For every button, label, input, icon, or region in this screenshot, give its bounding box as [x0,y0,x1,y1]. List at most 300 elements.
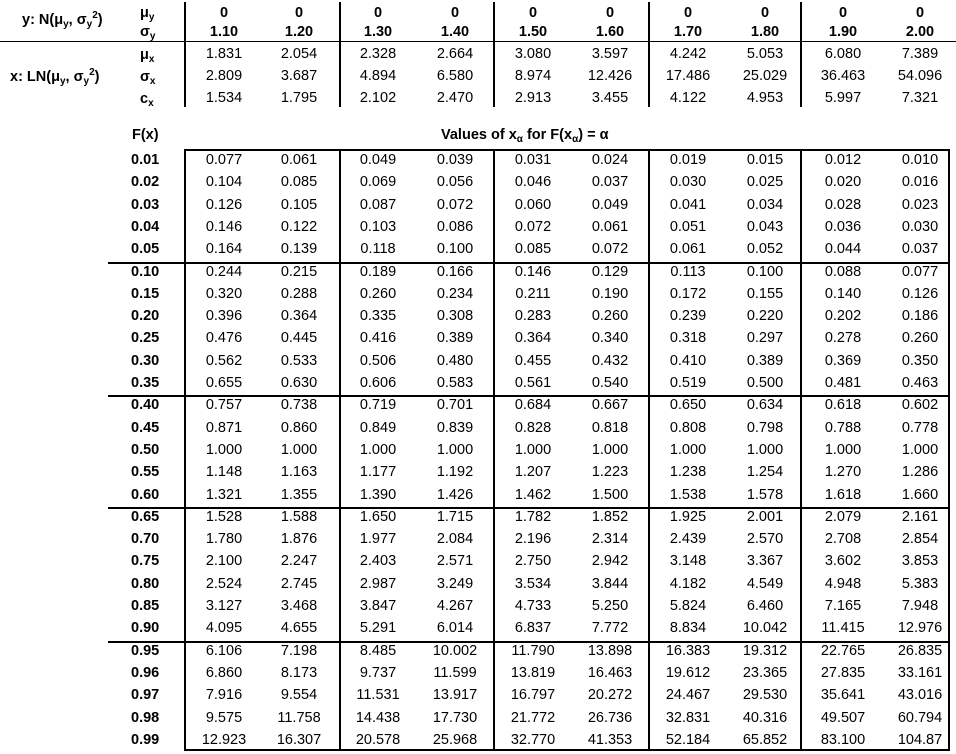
table-cell: 0.172 [669,285,707,302]
table-column-divider [493,149,495,749]
table-cell: 8.834 [669,620,707,637]
c-x-value: 2.913 [514,90,552,106]
table-cell: 13.898 [587,642,633,659]
table-cell: 0.220 [746,308,784,325]
table-cell: 1.238 [669,464,707,481]
table-cell: 0.602 [901,397,939,414]
table-cell: 2.942 [591,553,629,570]
y-distribution-label: y: $N(\mu_y$, $\sigma_y^2$) [22,10,103,30]
table-cell: 0.100 [746,263,784,280]
table-cell: 9.737 [359,664,397,681]
table-cell: 1.500 [591,486,629,503]
table-cell: 0.396 [205,308,243,325]
table-cell: 1.390 [359,486,397,503]
mu-y-value: 0 [838,5,848,21]
table-cell: 0.146 [514,263,552,280]
table-cell: 0.037 [901,241,939,258]
table-cell: 1.528 [205,508,243,525]
table-cell: 0.308 [436,308,474,325]
table-cell: 4.655 [280,620,318,637]
fx-value: 0.03 [131,196,160,213]
table-cell: 0.041 [669,196,707,213]
table-cell: 52.184 [665,731,711,748]
table-cell: 29.530 [742,687,788,704]
table-cell: 2.100 [205,553,243,570]
table-cell: 0.046 [514,174,552,191]
c-x-value: 1.795 [280,90,318,106]
table-cell: 10.002 [432,642,478,659]
table-cell: 0.618 [824,397,862,414]
table-cell: 0.052 [746,241,784,258]
fx-value: 0.50 [131,441,160,458]
table-cell: 1.177 [359,464,397,481]
table-cell: 1.000 [824,441,862,458]
table-cell: 0.719 [359,397,397,414]
table-cell: 11.531 [356,687,400,704]
table-cell: 7.165 [824,598,862,614]
table-cell: 8.173 [280,664,318,681]
table-cell: 0.283 [514,308,552,325]
table-column-divider [648,149,650,749]
table-cell: 5.250 [591,598,629,614]
table-cell: 0.085 [514,241,552,258]
sigma-x-value: 8.974 [514,68,552,84]
table-cell: 0.701 [436,397,474,414]
table-cell: 0.139 [280,241,318,258]
mu-y-label: $\mu_y$ [140,5,155,23]
table-cell: 0.828 [514,419,552,436]
table-cell: 0.077 [901,263,939,280]
table-cell: 3.844 [591,575,629,592]
table-cell: 0.061 [280,152,318,168]
table-cell: 49.507 [820,709,866,726]
header-column-divider [184,2,186,107]
table-cell: 7.772 [591,620,629,637]
table-cell: 1.286 [901,464,939,481]
table-cell: 1.223 [591,464,629,481]
table-cell: 3.468 [280,598,318,614]
fx-value: 0.55 [131,464,160,481]
table-cell: 3.249 [436,575,474,592]
table-cell: 0.043 [746,218,784,235]
table-cell: 60.794 [897,709,943,726]
table-cell: 0.118 [360,241,396,258]
table-cell: 16.797 [510,687,556,704]
table-cell: 0.667 [591,397,629,414]
table-cell: 0.476 [205,330,243,347]
sigma-y-value: 1.50 [518,24,548,40]
table-cell: 25.968 [432,731,478,748]
fx-value: 0.10 [131,263,160,280]
table-cell: 0.012 [824,152,862,168]
table-cell: 11.758 [277,709,321,726]
table-cell: 1.000 [436,441,474,458]
table-cell: 0.445 [280,330,318,347]
table-cell: 0.369 [824,352,862,369]
table-cell: 0.034 [746,196,784,213]
table-cell: 1.660 [901,486,939,503]
table-cell: 1.000 [514,441,552,458]
table-cell: 0.455 [514,352,552,369]
table-cell: 0.039 [436,152,474,168]
table-cell: 11.599 [433,664,477,681]
table-cell: 0.146 [205,218,243,235]
table-cell: 0.260 [901,330,939,347]
table-cell: 13.917 [432,687,478,704]
table-cell: 0.506 [359,352,397,369]
table-cell: 26.835 [897,642,943,659]
table-cell: 0.069 [359,174,397,191]
table-cell: 32.770 [510,731,556,748]
c-x-value: 1.534 [205,90,243,106]
table-cell: 1.876 [280,531,318,548]
header-column-divider [800,2,802,107]
mu-y-value: 0 [219,5,229,21]
sigma-x-value: 36.463 [820,68,866,84]
table-cell: 5.383 [901,575,939,592]
table-cell: 5.291 [359,620,397,637]
fx-value: 0.02 [131,174,160,191]
table-cell: 3.853 [901,553,939,570]
group-divider [108,641,950,643]
table-cell: 2.708 [824,531,862,548]
x-distribution-label: x: $LN(\mu_y$, $\sigma_y^2$) [10,67,100,87]
table-cell: 35.641 [820,687,866,704]
table-cell: 0.088 [824,263,862,280]
table-cell: 0.533 [280,352,318,369]
c-x-value: 4.122 [669,90,707,106]
table-cell: 0.500 [746,375,784,391]
table-cell: 0.051 [669,218,707,235]
table-cell: 1.977 [359,531,397,548]
table-cell: 1.000 [669,441,707,458]
table-cell: 5.824 [669,598,707,614]
table-cell: 0.061 [591,218,629,235]
mu-x-label: $\mu_x$ [140,47,155,65]
table-cell: 16.463 [587,664,633,681]
table-cell: 0.364 [280,308,318,325]
table-cell: 4.182 [669,575,707,592]
table-cell: 6.860 [205,664,243,681]
table-cell: 1.254 [746,464,784,481]
table-cell: 22.765 [820,642,866,659]
group-divider [108,507,950,509]
table-cell: 2.196 [514,531,552,548]
table-cell: 0.788 [824,419,862,436]
table-bottom-border [184,749,950,751]
sigma-y-label: $\sigma_y$ [140,24,156,42]
sigma-y-value: 1.60 [595,24,625,40]
sigma-y-value: 2.00 [905,24,935,40]
fx-value: 0.30 [131,352,160,369]
table-cell: 0.037 [591,174,629,191]
table-cell: 0.818 [591,419,629,436]
c-x-label: $c_x$ [140,91,154,109]
table-cell: 32.831 [665,709,711,726]
table-cell: 1.000 [205,441,243,458]
table-cell: 0.634 [746,397,784,414]
header-column-divider [493,2,495,107]
table-cell: 0.481 [824,375,862,391]
fx-value: 0.85 [131,598,160,614]
table-cell: 83.100 [820,731,866,748]
fx-value: 0.25 [131,330,160,347]
table-cell: 6.460 [746,598,784,614]
table-cell: 2.745 [280,575,318,592]
fx-column-label: F(x) [132,127,159,143]
table-cell: 0.202 [824,308,862,325]
table-cell: 4.948 [824,575,862,592]
table-cell: 0.583 [436,375,474,391]
table-cell: 2.084 [436,531,474,548]
table-cell: 0.239 [669,308,707,325]
table-cell: 1.852 [591,508,629,525]
table-cell: 1.618 [824,486,862,503]
table-cell: 0.126 [205,196,243,213]
sigma-x-value: 25.029 [742,68,788,84]
table-cell: 6.106 [205,642,243,659]
table-cell: 0.086 [436,218,474,235]
table-cell: 0.103 [359,218,397,235]
fx-value: 0.90 [131,620,160,637]
table-cell: 2.079 [824,508,862,525]
table-cell: 0.798 [746,419,784,436]
table-cell: 1.578 [746,486,784,503]
table-cell: 0.015 [746,152,784,168]
fx-value: 0.04 [131,218,160,235]
mu-x-value: 3.597 [591,46,629,62]
table-cell: 0.072 [591,241,629,258]
mu-x-value: 1.831 [205,46,243,62]
table-cell: 0.839 [436,419,474,436]
mu-x-value: 2.054 [280,46,318,62]
table-cell: 7.948 [901,598,939,614]
table-cell: 1.650 [359,508,397,525]
mu-x-value: 2.664 [436,46,474,62]
table-cell: 21.772 [510,709,556,726]
table-cell: 1.925 [669,508,707,525]
table-cell: 1.000 [901,441,939,458]
table-cell: 0.350 [901,352,939,369]
table-cell: 0.010 [901,152,939,168]
sigma-y-value: 1.40 [440,24,470,40]
table-cell: 0.100 [436,241,474,258]
table-cell: 0.340 [591,330,629,347]
mu-y-value: 0 [605,5,615,21]
sigma-x-value: 12.426 [587,68,633,84]
table-cell: 0.808 [669,419,707,436]
table-cell: 6.837 [514,620,552,637]
table-cell: 24.467 [665,687,711,704]
table-cell: 7.198 [280,642,318,659]
table-cell: 0.061 [669,241,707,258]
table-cell: 0.030 [669,174,707,191]
table-cell: 4.095 [205,620,243,637]
table-cell: 19.312 [742,642,788,659]
table-cell: 1.462 [514,486,552,503]
fx-value: 0.40 [131,397,160,414]
sigma-x-value: 3.687 [280,68,318,84]
mu-x-value: 6.080 [824,46,862,62]
fx-value: 0.45 [131,419,160,436]
sigma-x-value: 4.894 [359,68,397,84]
sigma-x-value: 17.486 [665,68,711,84]
table-cell: 0.410 [669,352,707,369]
table-cell: 0.049 [359,152,397,168]
fx-value: 0.96 [131,664,160,681]
table-cell: 1.715 [436,508,474,525]
table-cell: 0.019 [669,152,707,168]
table-cell: 3.847 [359,598,397,614]
table-cell: 0.166 [436,263,474,280]
fx-value: 0.65 [131,508,160,525]
table-cell: 0.189 [359,263,397,280]
table-cell: 0.318 [669,330,707,347]
table-cell: 0.024 [591,152,629,168]
table-cell: 0.562 [205,352,243,369]
table-cell: 0.297 [746,330,784,347]
table-cell: 0.129 [591,263,629,280]
fx-value: 0.15 [131,285,160,302]
table-cell: 0.060 [514,196,552,213]
fx-value: 0.70 [131,531,160,548]
table-cell: 4.549 [746,575,784,592]
table-cell: 6.014 [436,620,474,637]
table-cell: 1.148 [205,464,243,481]
mu-y-value: 0 [915,5,925,21]
table-cell: 1.207 [514,464,552,481]
table-cell: 0.738 [280,397,318,414]
table-cell: 2.987 [359,575,397,592]
table-column-divider [184,149,186,749]
sigma-y-value: 1.10 [209,24,239,40]
table-cell: 23.365 [742,664,788,681]
table-cell: 2.247 [280,553,318,570]
table-cell: 0.016 [901,174,939,191]
table-cell: 0.849 [359,419,397,436]
group-divider [108,395,950,397]
table-cell: 26.736 [587,709,633,726]
fx-value: 0.97 [131,687,160,704]
mu-x-value: 7.389 [901,46,939,62]
table-cell: 0.020 [824,174,862,191]
table-cell: 1.000 [280,441,318,458]
table-cell: 14.438 [355,709,401,726]
table-cell: 0.278 [824,330,862,347]
table-cell: 13.819 [510,664,556,681]
table-cell: 0.030 [901,218,939,235]
table-cell: 2.750 [514,553,552,570]
c-x-value: 5.997 [824,90,862,106]
sigma-x-value: 6.580 [436,68,474,84]
table-cell: 2.314 [591,531,629,548]
table-cell: 12.923 [201,731,247,748]
mu-y-value: 0 [294,5,304,21]
mu-y-value: 0 [450,5,460,21]
table-cell: 0.056 [436,174,474,191]
table-cell: 27.835 [820,664,866,681]
table-cell: 0.126 [901,285,939,302]
header-column-divider [648,2,650,107]
mu-x-value: 5.053 [746,46,784,62]
table-cell: 0.260 [359,285,397,302]
table-cell: 0.077 [205,152,243,168]
table-cell: 2.571 [436,553,474,570]
table-cell: 0.480 [436,352,474,369]
table-cell: 0.320 [205,285,243,302]
table-cell: 0.288 [280,285,318,302]
table-cell: 0.364 [514,330,552,347]
table-cell: 0.211 [515,285,551,302]
fx-value: 0.05 [131,241,160,258]
table-cell: 19.612 [665,664,711,681]
table-cell: 0.561 [514,375,552,391]
table-cell: 0.025 [746,174,784,191]
table-cell: 1.000 [746,441,784,458]
c-x-value: 7.321 [901,90,939,106]
table-cell: 0.389 [746,352,784,369]
table-cell: 0.655 [205,375,243,391]
c-x-value: 2.470 [436,90,474,106]
table-cell: 2.001 [746,508,784,525]
table-column-divider [948,149,950,749]
table-cell: 1.782 [514,508,552,525]
table-top-border [184,149,950,151]
table-cell: 0.104 [205,174,243,191]
table-cell: 9.575 [205,709,243,726]
c-x-value: 3.455 [591,90,629,106]
table-cell: 0.155 [746,285,784,302]
table-cell: 0.105 [280,196,318,213]
fx-value: 0.80 [131,575,160,592]
table-cell: 0.031 [514,152,552,168]
table-cell: 3.602 [824,553,862,570]
table-cell: 0.519 [669,375,707,391]
table-cell: 0.186 [901,308,939,325]
group-divider [108,262,950,264]
table-cell: 43.016 [897,687,943,704]
table-cell: 2.403 [359,553,397,570]
table-cell: 17.730 [432,709,478,726]
table-cell: 4.267 [436,598,474,614]
table-column-divider [800,149,802,749]
table-cell: 1.355 [280,486,318,503]
table-cell: 1.588 [280,508,318,525]
table-cell: 1.780 [205,531,243,548]
table-cell: 1.538 [669,486,707,503]
table-cell: 1.270 [824,464,862,481]
table-cell: 3.148 [669,553,707,570]
table-cell: 0.028 [824,196,862,213]
fx-value: 0.75 [131,553,160,570]
header-column-divider [339,2,341,107]
table-cell: 11.415 [821,620,865,637]
sigma-y-value: 1.30 [363,24,393,40]
table-cell: 0.860 [280,419,318,436]
table-cell: 0.463 [901,375,939,391]
table-cell: 20.272 [587,687,633,704]
table-cell: 20.578 [355,731,401,748]
sigma-x-value: 54.096 [897,68,943,84]
sigma-y-value: 1.80 [750,24,780,40]
table-cell: 10.042 [742,620,788,637]
sigma-x-label: $\sigma_x$ [140,69,156,87]
mu-x-value: 2.328 [359,46,397,62]
table-cell: 1.192 [436,464,474,481]
table-cell: 1.321 [205,486,243,503]
table-cell: 0.778 [901,419,939,436]
table-cell: 104.87 [897,731,943,748]
